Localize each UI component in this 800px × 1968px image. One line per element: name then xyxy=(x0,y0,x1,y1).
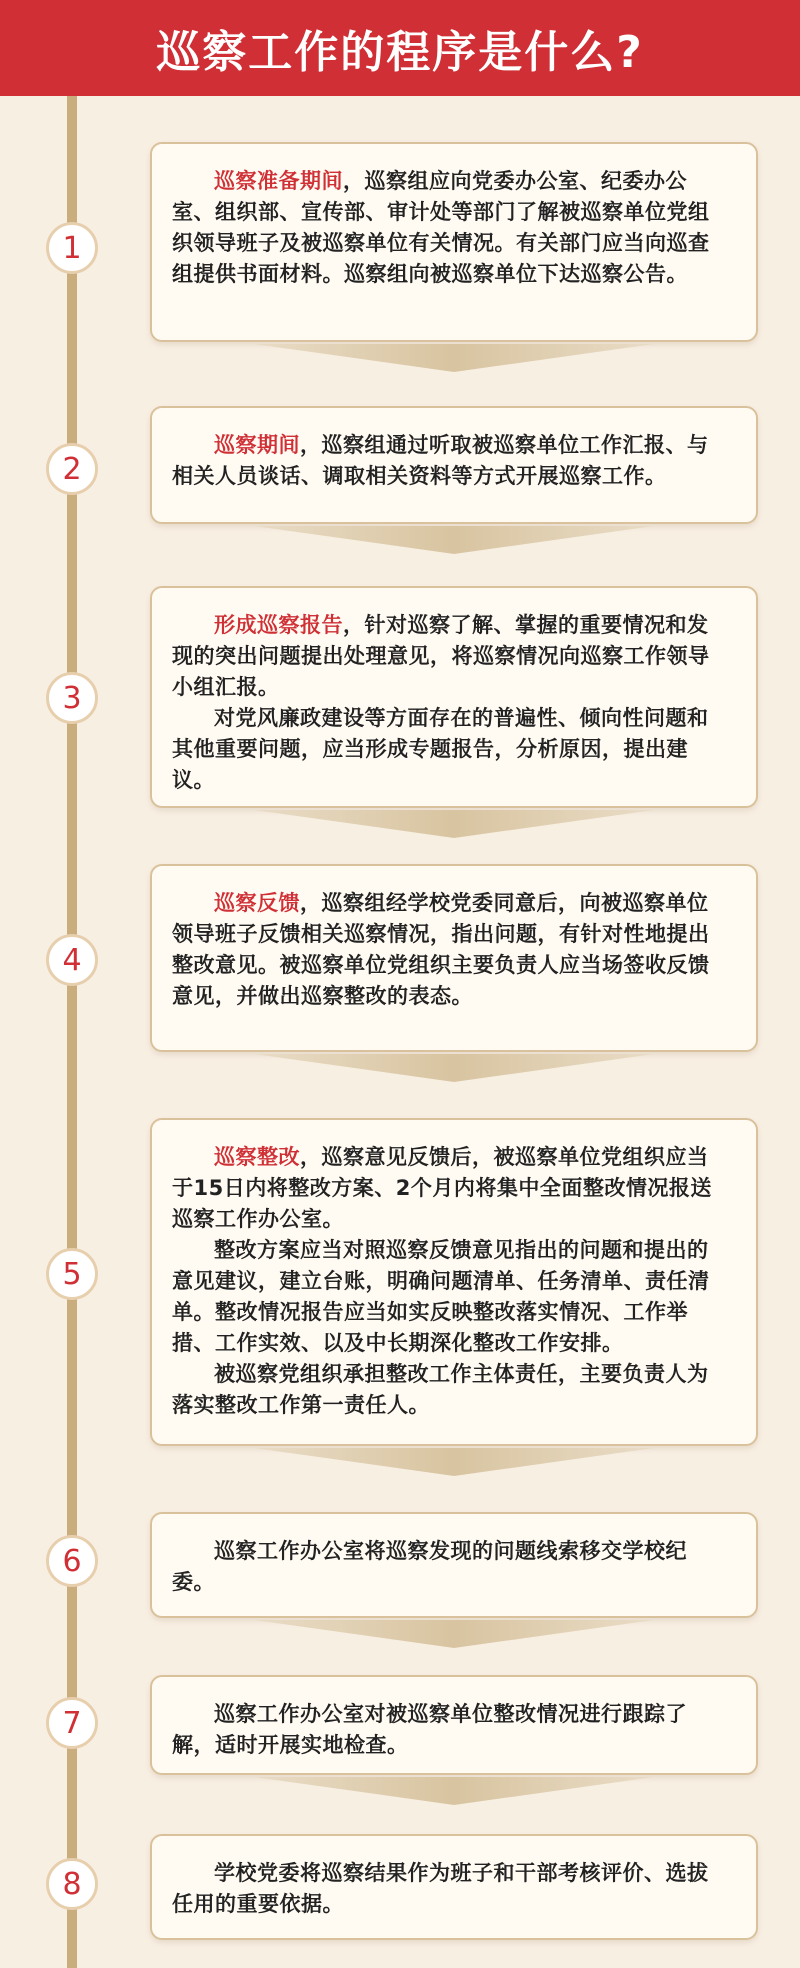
step-paragraph xyxy=(172,1142,728,1235)
step-card xyxy=(150,1834,758,1940)
step-paragraph xyxy=(172,1359,728,1421)
step-paragraph-text: ，巡察组通过听取被巡察单位工作汇报、与相关人员谈话、调取相关资料等方式开展巡察工作。 xyxy=(172,433,709,488)
step-paragraph xyxy=(172,610,728,703)
step-paragraph-text: ，巡察组经学校党委同意后，向被巡察单位领导班子反馈相关巡察情况，指出问题，有针对性地提出整改意见。被巡察单位党组织主要负责人应当场签收反馈意见，并做出巡察整改的表态。 xyxy=(172,891,710,1008)
step-paragraph-text: 对党风廉政建设等方面存在的普遍性、倾向性问题和其他重要问题，应当形成专题报告，分析原因，提出建议。 xyxy=(172,706,709,792)
step-paragraph xyxy=(172,1699,728,1761)
step-heading-highlight: 巡察整改 xyxy=(214,1145,300,1169)
step-paragraph xyxy=(172,430,728,492)
step-paragraph-text: 巡察工作办公室对被巡察单位整改情况进行跟踪了解，适时开展实地检查。 xyxy=(172,1702,687,1757)
step-paragraph-text: 巡察工作办公室将巡察发现的问题线索移交学校纪委。 xyxy=(172,1539,687,1594)
step-card xyxy=(150,586,758,808)
step-card xyxy=(150,406,758,524)
step-number-badge: 6 xyxy=(46,1535,98,1587)
step-heading-highlight: 巡察反馈 xyxy=(214,891,300,915)
step-number-badge: 2 xyxy=(46,443,98,495)
step-number-badge: 5 xyxy=(46,1248,98,1300)
step-paragraph-text: 学校党委将巡察结果作为班子和干部考核评价、选拔任用的重要依据。 xyxy=(172,1861,709,1916)
step-paragraph xyxy=(172,1235,728,1359)
step-paragraph-text: ，巡察组应向党委办公室、纪委办公室、组织部、宣传部、审计处等部门了解被巡察单位党组织领导班子及被巡察单位有关情况。有关部门应当向巡查组提供书面材料。巡察组向被巡察单位下达巡察公告。 xyxy=(172,169,710,286)
step-number-badge: 1 xyxy=(46,222,98,274)
step-number-badge: 7 xyxy=(46,1697,98,1749)
step-paragraph-text: 整改方案应当对照巡察反馈意见指出的问题和提出的意见建议，建立台账，明确问题清单、任务清单、责任清单。整改情况报告应当如实反映整改落实情况、工作举措、工作实效、以及中长期深化整改工作安排。 xyxy=(172,1238,710,1355)
down-arrow-icon xyxy=(254,1054,654,1082)
down-arrow-icon xyxy=(254,810,654,838)
down-arrow-icon xyxy=(254,1777,654,1805)
step-paragraph-text: ，巡察意见反馈后，被巡察单位党组织应当于15日内将整改方案、2个月内将集中全面整改情况报送巡察工作办公室。 xyxy=(172,1145,712,1231)
down-arrow-icon xyxy=(254,526,654,554)
step-card xyxy=(150,864,758,1052)
step-paragraph xyxy=(172,703,728,796)
step-number-badge: 3 xyxy=(46,672,98,724)
step-paragraph xyxy=(172,1536,728,1598)
step-card xyxy=(150,1675,758,1775)
down-arrow-icon xyxy=(254,1620,654,1648)
step-paragraph-text: 被巡察党组织承担整改工作主体责任，主要负责人为落实整改工作第一责任人。 xyxy=(172,1362,709,1417)
step-heading-highlight: 形成巡察报告 xyxy=(214,613,343,637)
step-paragraph xyxy=(172,888,728,1012)
step-heading-highlight: 巡察准备期间 xyxy=(214,169,343,193)
step-heading-highlight: 巡察期间 xyxy=(214,433,300,457)
down-arrow-icon xyxy=(254,344,654,372)
page-title-text: 巡察工作的程序是什么? xyxy=(156,27,644,78)
step-card xyxy=(150,1512,758,1618)
step-card xyxy=(150,142,758,342)
timeline-line xyxy=(67,96,77,1968)
step-card xyxy=(150,1118,758,1446)
step-paragraph xyxy=(172,166,728,290)
down-arrow-icon xyxy=(254,1448,654,1476)
step-paragraph-text: ，针对巡察了解、掌握的重要情况和发现的突出问题提出处理意见，将巡察情况向巡察工作领导小组汇报。 xyxy=(172,613,710,699)
step-number-badge: 4 xyxy=(46,934,98,986)
page-title xyxy=(0,0,800,96)
step-paragraph xyxy=(172,1858,728,1920)
step-number-badge: 8 xyxy=(46,1858,98,1910)
